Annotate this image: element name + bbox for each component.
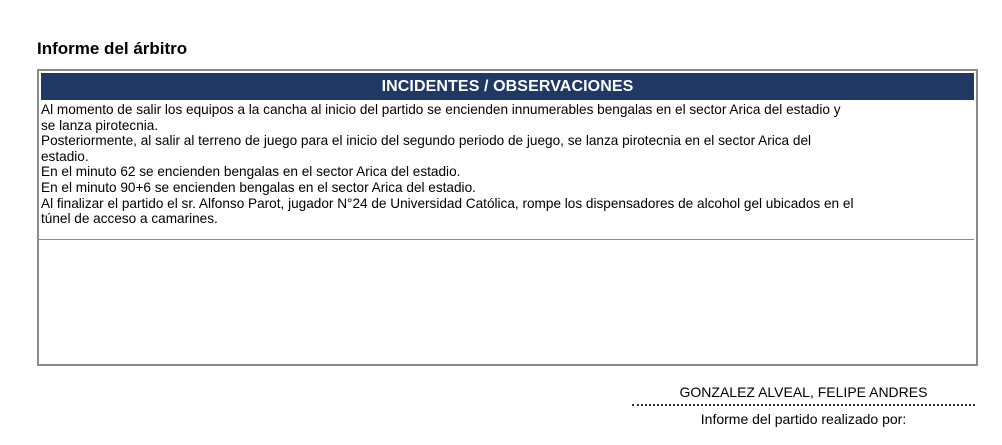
incident-line: Posteriormente, al salir al terreno de juego para el inicio del segundo periodo de juego, se lanza pirotecnia en el sector Arica del [41, 133, 812, 149]
referee-name: GONZALEZ ALVEAL, FELIPE ANDRES [679, 384, 928, 400]
report-title: Informe del árbitro [37, 39, 188, 58]
signature-line [632, 404, 975, 406]
incident-line: estadio. [41, 148, 89, 164]
incident-line: En el minuto 62 se encienden bengalas en el sector Arica del estadio. [41, 164, 461, 180]
signature-caption: Informe del partido realizado por: [700, 411, 907, 427]
incident-line: túnel de acceso a camarines. [41, 211, 218, 227]
incidents-text [39, 101, 974, 240]
incidents-header: INCIDENTES / OBSERVACIONES [41, 73, 974, 100]
incidents-panel [37, 69, 978, 366]
incident-line: se lanza pirotecnia. [41, 117, 159, 133]
incident-line: Al finalizar el partido el sr. Alfonso Parot, jugador N°24 de Universidad Católica, rompe los dispensadores de alcohol gel ubicados en el [41, 195, 854, 211]
incident-line: Al momento de salir los equipos a la cancha al inicio del partido se encienden innumerables bengalas en el sector Arica del estadio y [41, 102, 841, 117]
incident-line: En el minuto 90+6 se encienden bengalas en el sector Arica del estadio. [41, 179, 476, 195]
blank-notes-area [39, 242, 974, 364]
